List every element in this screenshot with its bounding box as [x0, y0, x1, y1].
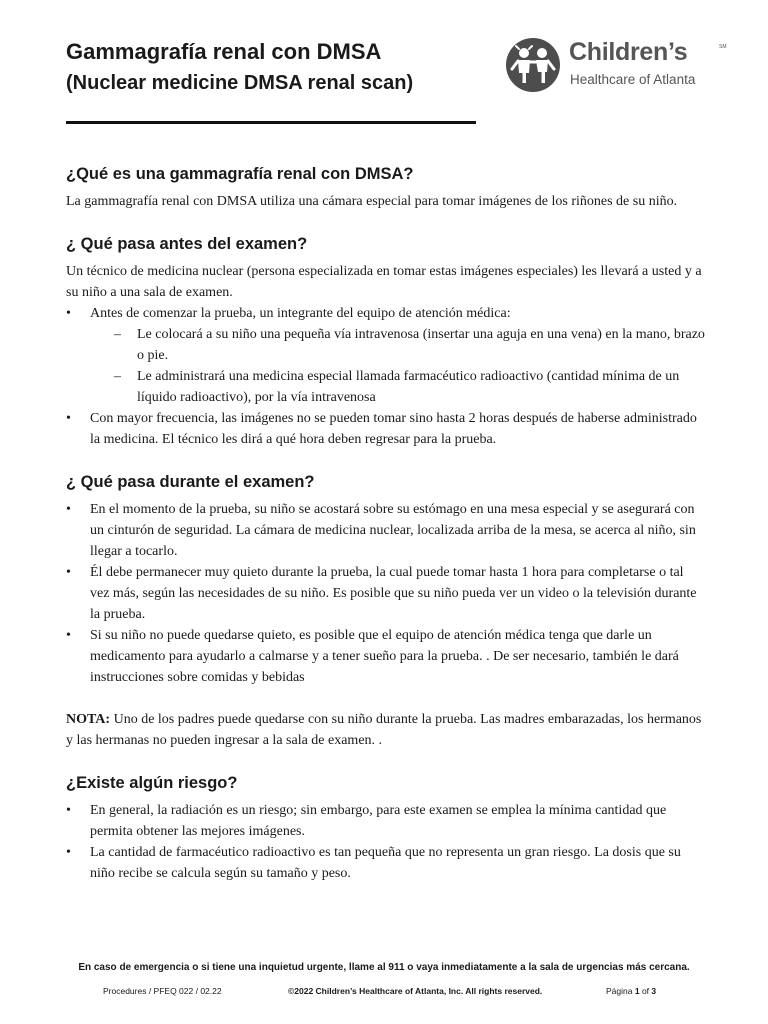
page-current: 1	[634, 986, 640, 996]
note-text: Uno de los padres puede quedarse con su niño durante la prueba. Las madres embarazadas, los hermanos y las hermanas no pueden ingresar a la sala de examen. .	[66, 712, 702, 748]
section-heading: ¿ Qué pasa antes del examen?	[66, 235, 308, 253]
section-risks	[66, 772, 706, 884]
note-paragraph	[66, 709, 706, 751]
section-what-is	[66, 163, 706, 212]
bullet-text: Antes de comenzar la prueba, un integrante del equipo de atención médica:	[90, 306, 511, 321]
sub-list	[90, 324, 706, 408]
page-title: Gammagrafía renal con DMSA	[66, 39, 382, 64]
section-heading: ¿Qué es una gammagrafía renal con DMSA?	[66, 165, 414, 183]
section-paragraph: Un técnico de medicina nuclear (persona especializada en tomar estas imágenes especiales) les llevará a usted y a su niño a una sala de examen.	[66, 264, 702, 300]
section-heading: ¿ Qué pasa durante el examen?	[66, 473, 315, 491]
bullet-list	[66, 303, 706, 450]
bullet-item: • En el momento de la prueba, su niño se acostará sobre su estómago en una mesa especial y se asegurará con un cinturón de seguridad. La cámara de medicina nuclear, localizada arriba de la mesa, se acerca al niño, sin llegar a tocarlo.	[66, 499, 706, 562]
logo-subtitle: Healthcare of Atlanta	[570, 72, 696, 87]
bullet-item: • Si su niño no puede quedarse quieto, es posible que el equipo de atención médica tenga que darle un medicamento para ayudarlo a calmarse y a tener sueño para la prueba. . De ser necesario, también le dará instrucciones sobre comidas y bebidas	[66, 625, 706, 688]
title-block	[66, 38, 413, 97]
section-heading: ¿Existe algún riesgo?	[66, 774, 238, 792]
bullet-item	[66, 303, 706, 408]
logo-name: Children’s	[569, 38, 688, 66]
bullet-item: • Con mayor frecuencia, las imágenes no se pueden tomar sino hasta 2 horas después de haberse administrado la medicina. El técnico les dirá a qué hora deben regresar para la prueba.	[66, 408, 706, 450]
page-subtitle: (Nuclear medicine DMSA renal scan)	[66, 72, 414, 94]
page-of: of	[639, 986, 652, 996]
document-body	[66, 163, 706, 884]
note-label: NOTA:	[66, 712, 111, 727]
children-figures-logo-icon	[505, 36, 561, 94]
page-label: Página	[606, 986, 635, 996]
sub-item: – Le colocará a su niño una pequeña vía intravenosa (insertar una aguja en una vena) en la mano, brazo o pie.	[114, 324, 706, 366]
bullet-item: • En general, la radiación es un riesgo; sin embargo, para este examen se emplea la mínima cantidad que permita obtener las mejores imágenes.	[66, 800, 706, 842]
page-number	[606, 986, 656, 996]
bullet-list	[66, 800, 706, 884]
bullet-list	[66, 499, 706, 688]
bullet-item: • La cantidad de farmacéutico radioactivo es tan pequeña que no representa un gran riesgo. La dosis que su niño recibe se calcula según su tamaño y peso.	[66, 842, 706, 884]
organization-logo	[505, 36, 725, 96]
section-before-exam	[66, 233, 706, 450]
bullet-item: • Él debe permanecer muy quieto durante la prueba, la cual puede tomar hasta 1 hora para completarse o tal vez más, según las necesidades de su niño. Es posible que su niño pueda ver un video o la televisión durante la prueba.	[66, 562, 706, 625]
logo-trademark: SM	[719, 44, 727, 50]
section-paragraph: La gammagrafía renal con DMSA utiliza una cámara especial para tomar imágenes de los riñones de su niño.	[66, 194, 678, 209]
page-total: 3	[651, 986, 657, 996]
sub-item: – Le administrará una medicina especial llamada farmacéutico radioactivo (cantidad mínima de un líquido radioactivo), por la vía intravenosa	[114, 366, 706, 408]
copyright-notice: ©2022 Children’s Healthcare of Atlanta, Inc. All rights reserved.	[288, 986, 543, 996]
title-divider	[66, 121, 476, 124]
emergency-notice: En caso de emergencia o si tiene una inquietud urgente, llame al 911 o vaya inmediatamente a la sala de urgencias más cercana.	[78, 962, 690, 973]
document-code: Procedures / PFEQ 022 / 02.22	[103, 986, 222, 996]
section-during-exam	[66, 471, 706, 751]
